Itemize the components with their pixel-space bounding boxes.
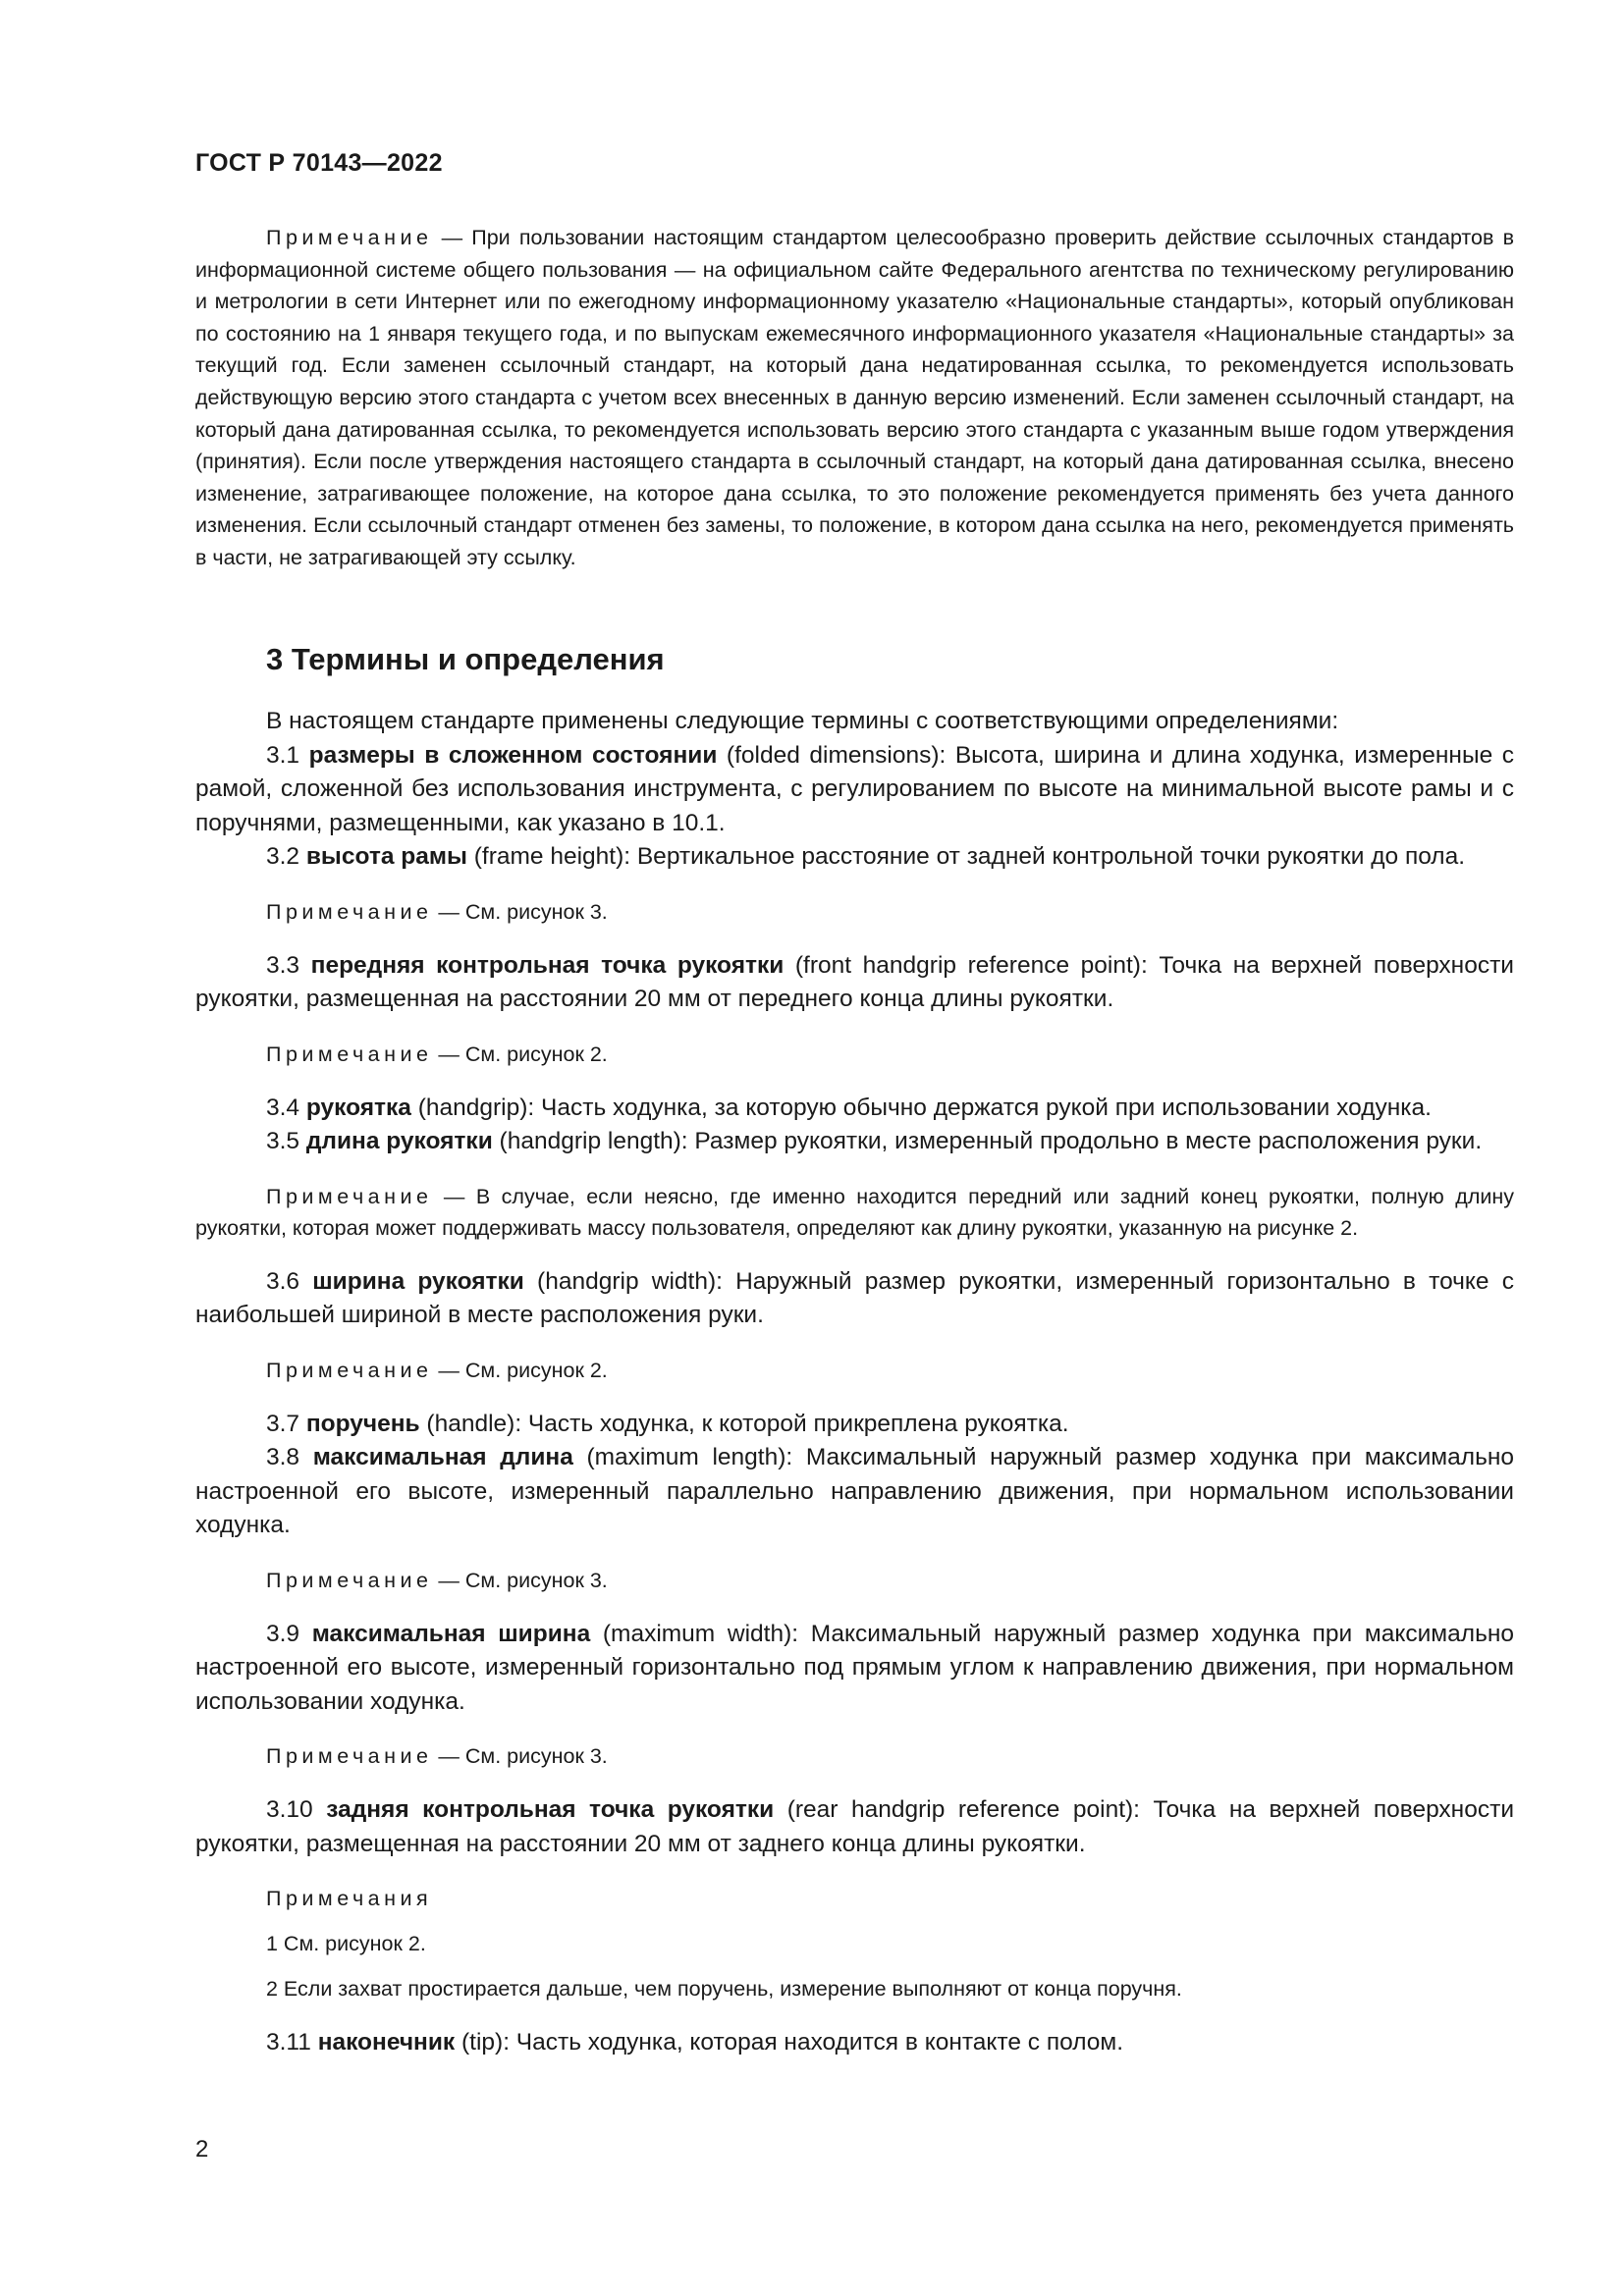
note-text: — При пользовании настоящим стандартом целесообразно проверить действие ссылочных стандартов в информационной системе общего пользования — на официальном сайте Федерального агентства по техническому регулированию и метрологии в сети Интернет или по ежегодному информационному указателю «Национальные стандарты», который опубликован по состоянию на 1 января текущего года, и по выпускам ежемесячного информационного указателя «Национальные стандарты» за текущий год. Если заменен ссылочный стандарт, на который дана недатированная ссылка, то рекомендуется использовать действующую версию этого стандарта с учетом всех внесенных в данную версию изменений. Если заменен ссылочный стандарт, на который дана датированная ссылка, то рекомендуется использовать версию этого стандарта с указанным выше годом утверждения (принятия). Если после утверждения настоящего стандарта в ссылочный стандарт, на который дана датированная ссылка, внесено изменение, затрагивающее положение, на которое дана ссылка, то это положение рекомендуется применять без учета данного изменения. Если ссылочный стандарт отменен без замены, то положение, в котором дана ссылка на него, рекомендуется применять в части, не затрагивающей эту ссылку.: [195, 226, 1514, 569]
term-definition: (tip): Часть ходунка, которая находится в контакте с полом.: [455, 2029, 1124, 2056]
term-item: [195, 1125, 1514, 1159]
term-note-item: 2 Если захват простирается дальше, чем поручень, измерение выполняют от конца поручня.: [266, 1977, 1182, 2001]
term-name: поручень: [305, 1410, 420, 1437]
note-text: — См. рисунок 2.: [432, 1041, 608, 1066]
note-text: — В случае, если неясно, где именно находится передний или задний конец рукоятки, полную длину рукоятки, которая может поддерживать массу пользователя, определяют как длину рукоятки, указанную на рисунке 2.: [195, 1184, 1514, 1240]
term-definition: (maximum length): Максимальный наружный размер ходунка при максимально настроенной его высоте, измеренный параллельно направлению движения, при нормальном использовании ходунка.: [195, 1444, 1514, 1538]
term-number: 3.4: [266, 1094, 300, 1121]
term-number: 3.8: [266, 1444, 300, 1470]
note-text: — См. рисунок 2.: [432, 1358, 608, 1382]
term-name: ширина рукоятки: [312, 1267, 524, 1295]
term-definition: (frame height): Вертикальное расстояние от задней контрольной точки рукоятки до пола.: [466, 843, 1466, 870]
term-definition: (handgrip length): Размер рукоятки, измеренный продольно в месте расположения руки.: [492, 1128, 1483, 1154]
term-number: 3.6: [266, 1267, 300, 1295]
term-item: [195, 1618, 1514, 1720]
term-name: длина рукоятки: [305, 1128, 493, 1154]
page-number: 2: [195, 2136, 209, 2163]
term-name: передняя контрольная точка рукоятки: [310, 951, 785, 979]
term-definition: (maximum width): Максимальный наружный размер ходунка при максимально настроенной его высоте, измеренный горизонтально под прямым углом к направлению движения, при нормальном использовании ходунка.: [195, 1620, 1514, 1715]
term-item: [195, 1092, 1514, 1126]
term-number: 3.3: [266, 951, 300, 979]
note-text: — См. рисунок 3.: [432, 899, 608, 924]
term-name: максимальная длина: [312, 1444, 573, 1470]
section-title: 3 Термины и определения: [266, 642, 665, 676]
term-definition: (front handgrip reference point): Точка на верхней поверхности рукоятки, размещенная на расстоянии 20 мм от переднего конца длины рукоятки.: [195, 951, 1514, 1012]
term-name: максимальная ширина: [311, 1620, 591, 1647]
term-notes-heading: [195, 1883, 1514, 1914]
term-number: 3.9: [266, 1620, 300, 1647]
intro-note: [195, 222, 1514, 574]
note-label: Примечание: [266, 1184, 433, 1208]
term-definition: (handgrip): Часть ходунка, за которую обычно держатся рукой при использовании ходунка.: [410, 1094, 1432, 1121]
term-number: 3.7: [266, 1410, 300, 1437]
term-item: [195, 739, 1514, 841]
term-note-item: 1 См. рисунок 2.: [266, 1932, 426, 1955]
term-definition: (handle): Часть ходунка, к которой прикреплена рукоятка.: [419, 1410, 1069, 1437]
section-intro: В настоящем стандарте применены следующие термины с соответствующими определениями:: [266, 708, 1339, 734]
note-label: Примечание: [266, 899, 433, 924]
term-item: [195, 1408, 1514, 1442]
note-label: Примечание: [266, 1568, 433, 1592]
term-definition: (rear handgrip reference point): Точка на верхней поверхности рукоятки, размещенная на расстоянии 20 мм от заднего конца длины рукоятки.: [195, 1796, 1514, 1857]
term-name: высота рамы: [305, 843, 467, 870]
term-item: [195, 1793, 1514, 1861]
term-note: [195, 1181, 1514, 1244]
term-note: [195, 1039, 1514, 1070]
term-item: [195, 2026, 1514, 2060]
term-number: 3.10: [266, 1796, 313, 1823]
term-note: [195, 1355, 1514, 1386]
term-name: рукоятка: [305, 1094, 411, 1121]
note-label: Примечание: [266, 226, 433, 249]
term-number: 3.1: [266, 741, 300, 769]
term-definition: (folded dimensions): Высота, ширина и длина ходунка, измеренные с рамой, сложенной без использования инструмента, с регулированием по высоте на минимальной высоте рамы и с поручнями, размещенными, как указано в 10.1.: [195, 741, 1514, 836]
term-number: 3.2: [266, 843, 300, 870]
term-name: задняя контрольная точка рукоятки: [326, 1796, 775, 1823]
term-definition: (handgrip width): Наружный размер рукоятки, измеренный горизонтально в точке с наибольшей шириной в месте расположения руки.: [195, 1267, 1514, 1328]
section-body: [195, 705, 1514, 2060]
term-item: [195, 840, 1514, 875]
notes-label: Примечания: [266, 1887, 433, 1910]
note-label: Примечание: [266, 1358, 433, 1382]
note-text: — См. рисунок 3.: [432, 1744, 608, 1768]
term-item: [195, 949, 1514, 1017]
term-note: [195, 1740, 1514, 1772]
note-label: Примечание: [266, 1041, 433, 1066]
note-text: — См. рисунок 3.: [432, 1568, 608, 1592]
term-item: [195, 1441, 1514, 1543]
term-number: 3.11: [266, 2029, 311, 2056]
term-number: 3.5: [266, 1128, 300, 1154]
term-note: [195, 896, 1514, 928]
document-code: ГОСТ Р 70143—2022: [195, 149, 443, 177]
term-name: наконечник: [317, 2029, 456, 2056]
term-note: [195, 1565, 1514, 1596]
term-item: [195, 1265, 1514, 1333]
term-name: размеры в сложенном состоянии: [308, 741, 718, 769]
note-label: Примечание: [266, 1744, 433, 1768]
